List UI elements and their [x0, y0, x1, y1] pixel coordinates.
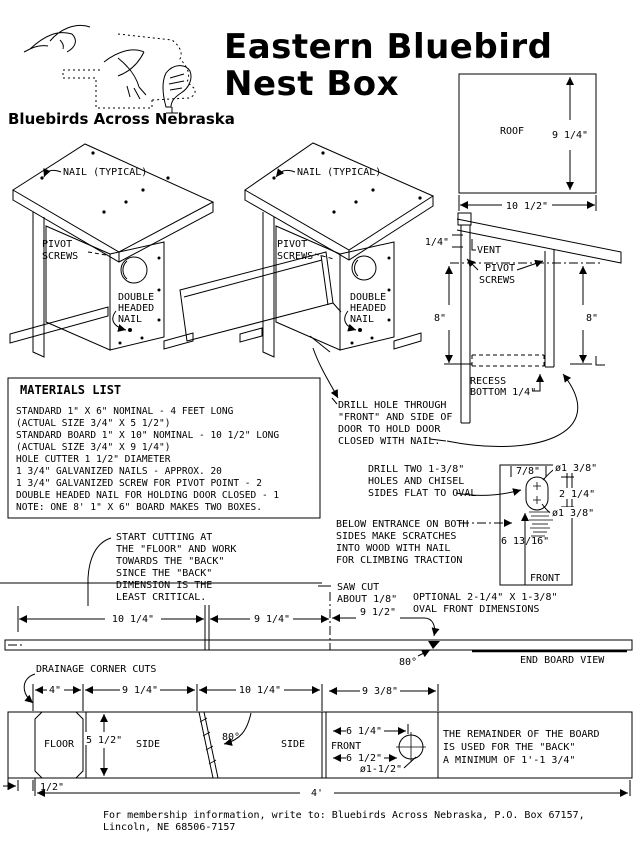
- board-width-dim: 5 1/2": [86, 735, 123, 746]
- front-dim-6-1-4: 6 1/4": [345, 726, 383, 737]
- optional-oval-note-line: OPTIONAL 2-1/4" X 1-3/8": [413, 592, 558, 603]
- end-board-dim-2: 9 1/4": [253, 614, 291, 625]
- front-view-label: FRONT: [530, 573, 561, 584]
- iso-closed-dh-label-2: HEADED: [118, 303, 155, 314]
- iso-open-dh-label-3: NAIL: [350, 314, 375, 325]
- cut-dim-side1: 9 1/4": [121, 685, 159, 696]
- footer-line-1: For membership information, write to: Bluebirds Across Nebraska, P.O. Box 67157,: [103, 810, 585, 821]
- remainder-note-line: IS USED FOR THE "BACK": [443, 742, 576, 753]
- below-entrance-note-line: FOR CLIMBING TRACTION: [336, 555, 463, 566]
- side-recess-label-1: RECESS: [470, 376, 507, 387]
- note-leader: [88, 538, 111, 606]
- drill-hole-note-line: "FRONT" AND SIDE OF: [338, 412, 453, 423]
- start-cutting-note-line: START CUTTING AT: [116, 532, 213, 543]
- below-entrance-note-line: SIDES MAKE SCRATCHES: [336, 531, 457, 542]
- start-cutting-note-line: DIMENSION IS THE: [116, 580, 213, 591]
- page-title-line1: Eastern Bluebird: [224, 27, 553, 67]
- end-board-dim-3: 9 1/2": [359, 607, 397, 618]
- side-back-dim: 8": [433, 313, 447, 324]
- side-front-dim: 8": [585, 313, 599, 324]
- side-pivot-label-2: SCREWS: [478, 275, 516, 286]
- start-cutting-note-line: THE "FLOOR" AND WORK: [116, 544, 237, 555]
- materials-line: HOLE CUTTER 1 1/2" DIAMETER: [16, 454, 171, 465]
- page-title-line2: Nest Box: [224, 64, 400, 104]
- materials-line: (ACTUAL SIZE 3/4" X 9 1/4"): [16, 442, 171, 453]
- materials-line: STANDARD BOARD 1" X 10" NOMINAL - 10 1/2" LONG: [16, 430, 280, 441]
- front-view: [500, 462, 599, 585]
- materials-line: STANDARD 1" X 6" NOMINAL - 4 FEET LONG: [16, 406, 234, 417]
- footer-line-2: Lincoln, NE 68506-7157: [103, 822, 236, 833]
- remainder-note-line: THE REMAINDER OF THE BOARD: [443, 729, 600, 740]
- side-vent-label: VENT: [477, 245, 502, 256]
- cut-dim-half: 1/2": [40, 782, 65, 793]
- drill-two-note-line: DRILL TWO 1-3/8": [368, 464, 465, 475]
- drill-hole-note-line: CLOSED WITH NAIL.: [338, 436, 441, 447]
- drill-two-note-line: HOLES AND CHISEL: [368, 476, 465, 487]
- cut-angle: 80°: [221, 732, 241, 743]
- below-entrance-note-line: INTO WOOD WITH NAIL: [336, 543, 451, 554]
- optional-oval-note-line: OVAL FRONT DIMENSIONS: [413, 604, 540, 615]
- cut-dim-floor: 4": [48, 685, 62, 696]
- iso-box-open: [180, 143, 433, 398]
- cut-dim-overall: 4': [310, 788, 324, 799]
- iso-closed-pivot-label-2: SCREWS: [42, 251, 79, 262]
- roof-height-dim: 9 1/4": [551, 130, 589, 141]
- end-board-angle: 80°: [398, 657, 418, 668]
- logo-birds-illustration: [24, 25, 195, 113]
- saw-cut-note-line: SAW CUT: [337, 582, 380, 593]
- logo-org-name: Bluebirds Across Nebraska: [8, 110, 235, 128]
- front-dim-hole-bottom: ø1 3/8": [552, 508, 595, 519]
- materials-line: NOTE: ONE 8' 1" X 6" BOARD MAKES TWO BOXES.: [16, 502, 262, 513]
- start-cutting-note-line: TOWARDS THE "BACK": [116, 556, 225, 567]
- start-cutting-note-line: LEAST CRITICAL.: [116, 592, 207, 603]
- front-dim-6-1-2: 6 1/2": [345, 753, 383, 764]
- note-leader: [332, 398, 337, 404]
- iso-closed-dh-label-3: NAIL: [118, 314, 143, 325]
- roof-nail-dots: [40, 151, 169, 213]
- iso-open-pivot-label-2: SCREWS: [277, 251, 314, 262]
- front-dim-hole-top: ø1 3/8": [555, 463, 598, 474]
- saw-cut-note-line: ABOUT 1/8": [337, 594, 398, 605]
- side1-piece-label: SIDE: [135, 739, 161, 750]
- cut-dim-front: 9 3/8": [361, 686, 399, 697]
- drill-hole-note-line: DRILL HOLE THROUGH: [338, 400, 447, 411]
- side2-piece-label: SIDE: [280, 739, 306, 750]
- entrance-hole-dim: ø1-1/2": [359, 764, 402, 775]
- floor-piece-label: FLOOR: [43, 739, 75, 750]
- side-vent-gap-dim: 1/4": [424, 237, 449, 248]
- front-dim-2-1-4: 2 1/4": [559, 489, 596, 500]
- materials-line: (ACTUAL SIZE 3/4" X 5 1/2"): [16, 418, 171, 429]
- start-cutting-note-line: SINCE THE "BACK": [116, 568, 213, 579]
- roof-nail-dots: [272, 151, 421, 213]
- front-dim-7-8: 7/8": [515, 466, 541, 477]
- roof-width-dim: 10 1/2": [505, 201, 549, 212]
- iso-open-dh-label-2: HEADED: [350, 303, 387, 314]
- front-dim-6-13-16: 6 13/16": [501, 536, 550, 547]
- drill-hole-note-line: DOOR TO HOLD DOOR: [338, 424, 441, 435]
- below-entrance-note-line: BELOW ENTRANCE ON BOTH: [336, 519, 469, 530]
- iso-open-dh-label-1: DOUBLE: [350, 292, 387, 303]
- remainder-note-line: A MINIMUM OF 1'-1 3/4": [443, 755, 576, 766]
- iso-open-nail-label: NAIL (TYPICAL): [297, 167, 382, 178]
- drill-two-note-line: SIDES FLAT TO OVAL: [368, 488, 477, 499]
- iso-open-pivot-label-1: PIVOT: [277, 239, 308, 250]
- materials-title: MATERIALS LIST: [20, 383, 122, 397]
- side-view: [430, 213, 621, 447]
- iso-closed-pivot-label-1: PIVOT: [42, 239, 73, 250]
- cut-dim-side2: 10 1/4": [238, 685, 282, 696]
- materials-line: 1 3/4" GALVANIZED SCREW FOR PIVOT POINT - 2: [16, 478, 262, 489]
- roof-label: ROOF: [500, 126, 525, 137]
- side-pivot-label-1: PIVOT: [484, 263, 516, 274]
- iso-closed-nail-label: NAIL (TYPICAL): [63, 167, 148, 178]
- climbing-scratches: [529, 512, 553, 536]
- front-piece-label: FRONT: [331, 741, 362, 752]
- materials-line: 1 3/4" GALVANIZED NAILS - APPROX. 20: [16, 466, 222, 477]
- materials-line: DOUBLE HEADED NAIL FOR HOLDING DOOR CLOSED - 1: [16, 490, 280, 501]
- end-board-dim-1: 10 1/4": [111, 614, 155, 625]
- side-recess-label-2: BOTTOM 1/4": [470, 387, 537, 398]
- iso-closed-dh-label-1: DOUBLE: [118, 292, 155, 303]
- end-board-view-label: END BOARD VIEW: [520, 655, 605, 666]
- drainage-corner-cuts-label: DRAINAGE CORNER CUTS: [36, 664, 157, 675]
